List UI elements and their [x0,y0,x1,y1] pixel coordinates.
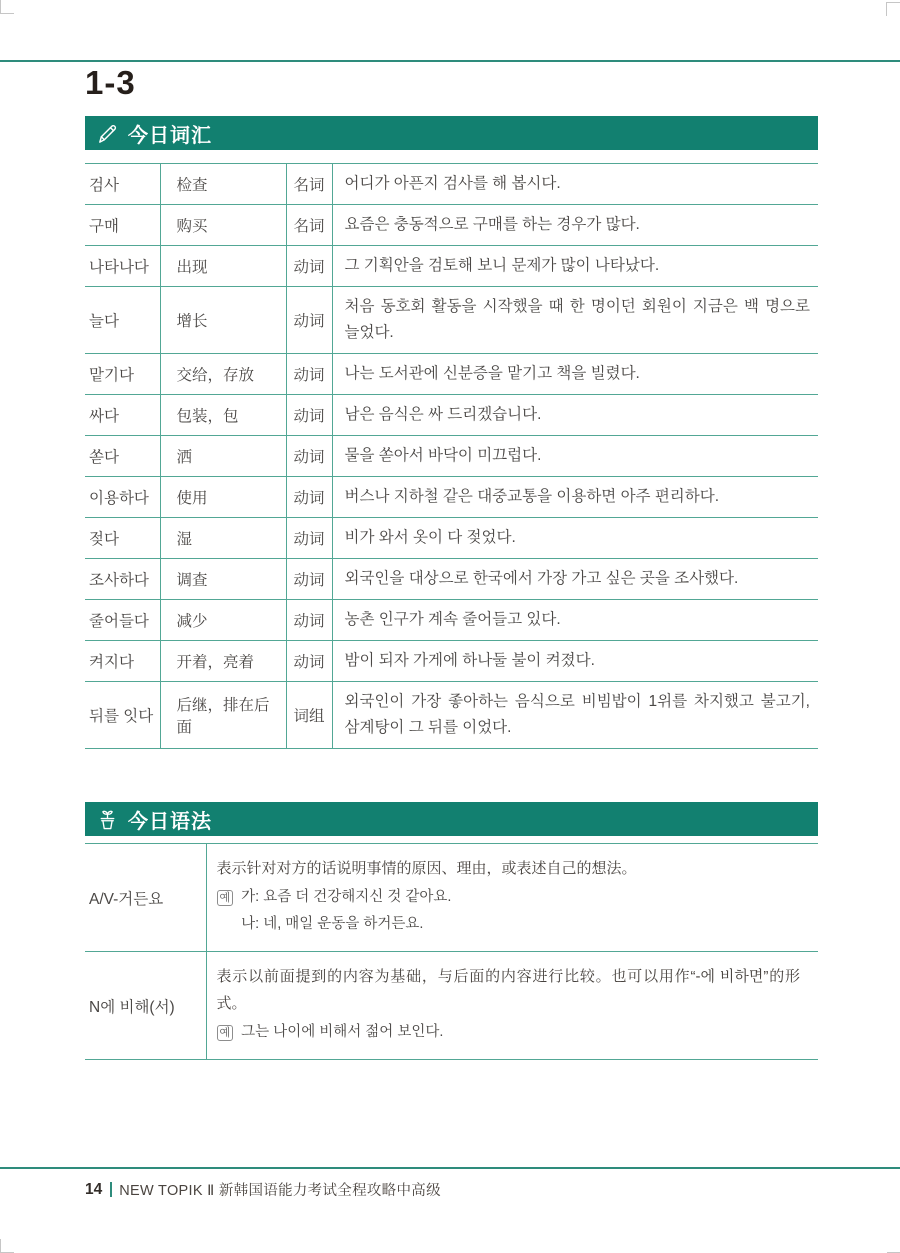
vocab-table-row [85,641,818,682]
grammar-table-row [85,844,818,952]
crop-mark-top-left [0,0,14,14]
vocab-section-header [85,116,818,150]
example-sentence: 밤이 되자 가게에 하나둘 불이 켜졌다. [344,652,595,669]
example-text: 가: 요즘 더 건강해지신 것 같아요. [241,889,452,905]
grammar-content [206,952,818,1060]
vocab-table-row [85,682,818,749]
chinese-translation: 湿 [160,518,286,559]
chinese-translation: 后继，排在后面 [160,682,286,749]
example-text: 그는 나이에 비해서 젊어 보인다. [241,1024,444,1040]
chinese-translation: 检查 [160,164,286,205]
vocab-table-row [85,395,818,436]
grammar-section-title: 今日语法 [128,810,212,833]
chinese-translation: 使用 [160,477,286,518]
example-sentence: 외국인이 가장 좋아하는 음식으로 비빔밥이 1위를 차지했고 불고기, 삼계탕이 그 뒤를 이었다. [344,693,810,736]
part-of-speech: 动词 [286,395,332,436]
grammar-pattern: N에 비해(서) [89,998,175,1016]
korean-word: 이용하다 [89,490,149,507]
example-sentence: 남은 음식은 싸 드리겠습니다. [344,406,542,423]
korean-word: 켜지다 [89,654,134,671]
vocab-table-row [85,164,818,205]
example-sentence: 물을 쏟아서 바닥이 미끄럽다. [344,447,542,464]
potted-plant-icon [95,807,119,831]
section-number: 1-3 [85,64,136,101]
part-of-speech: 词组 [286,682,332,749]
example-sentence: 그 기획안을 검토해 보니 문제가 많이 나타났다. [344,257,660,274]
korean-word: 뒤를 잇다 [89,708,154,725]
example-sentence: 버스나 지하철 같은 대중교통을 이용하면 아주 편리하다. [344,488,720,505]
part-of-speech: 动词 [286,518,332,559]
top-divider-rule [0,60,900,62]
example-badge: 예 [217,890,234,906]
vocab-table-body [85,164,818,749]
chinese-translation: 交给，存放 [160,354,286,395]
crop-mark-top-right [886,2,900,16]
part-of-speech: 名词 [286,164,332,205]
grammar-example-line [217,1019,801,1046]
crop-mark-bottom-right [887,1239,900,1253]
example-text: 나: 네, 매일 운동을 하거든요. [241,916,424,932]
crop-mark-bottom-left [0,1239,14,1253]
part-of-speech: 动词 [286,287,332,354]
grammar-description: 表示以前面提到的内容为基础，与后面的内容进行比较。也可以用作“-에 비하면”的形式。 [216,968,800,1012]
example-sentence: 어디가 아픈지 검사를 해 봅시다. [344,175,561,192]
vocab-table-row [85,559,818,600]
korean-word: 줄어들다 [89,613,149,630]
part-of-speech: 名词 [286,205,332,246]
example-badge: 예 [217,1025,234,1041]
korean-word: 맡기다 [89,367,134,384]
chinese-translation: 出现 [160,246,286,287]
chinese-translation: 调查 [160,559,286,600]
chinese-translation: 减少 [160,600,286,641]
grammar-table [85,843,818,1060]
korean-word: 검사 [89,177,119,194]
chinese-translation: 洒 [160,436,286,477]
vocab-table-row [85,477,818,518]
grammar-table-body [85,844,818,1060]
book-title: NEW TOPIK Ⅱ 新韩国语能力考试全程攻略中高级 [119,1183,441,1199]
chinese-translation: 购买 [160,205,286,246]
vocab-table-row [85,205,818,246]
pencil-icon [95,121,119,145]
part-of-speech: 动词 [286,641,332,682]
grammar-examples [217,1019,801,1046]
part-of-speech: 动词 [286,600,332,641]
grammar-description: 表示针对对方的话说明事情的原因、理由，或表述自己的想法。 [216,860,637,877]
part-of-speech: 动词 [286,559,332,600]
grammar-example-line [217,911,801,938]
example-sentence: 비가 와서 옷이 다 젖었다. [344,529,516,546]
korean-word: 나타나다 [89,259,149,276]
chinese-translation: 开着，亮着 [160,641,286,682]
vocab-table-row [85,600,818,641]
chinese-translation: 包装，包 [160,395,286,436]
vocab-table-row [85,436,818,477]
example-sentence: 요즘은 충동적으로 구매를 하는 경우가 많다. [344,216,640,233]
page-number: 14 [85,1180,103,1198]
part-of-speech: 动词 [286,246,332,287]
footer-divider-rule [0,1167,900,1169]
footer-separator [110,1182,112,1197]
grammar-section-header [85,802,818,836]
vocab-table-row [85,518,818,559]
vocab-section-title: 今日词汇 [128,124,212,147]
vocab-table-row [85,246,818,287]
example-sentence: 처음 동호회 활동을 시작했을 때 한 명이던 회원이 지금은 백 명으로 늘었다. [344,298,810,341]
korean-word: 젖다 [89,531,119,548]
part-of-speech: 动词 [286,477,332,518]
korean-word: 쏟다 [89,449,119,466]
vocab-table-row [85,287,818,354]
vocab-table-row [85,354,818,395]
part-of-speech: 动词 [286,354,332,395]
example-sentence: 나는 도서관에 신분증을 맡기고 책을 빌렸다. [344,365,640,382]
example-sentence: 외국인을 대상으로 한국에서 가장 가고 싶은 곳을 조사했다. [344,570,739,587]
example-sentence: 농촌 인구가 계속 줄어들고 있다. [344,611,561,628]
grammar-content [206,844,818,952]
grammar-examples [217,884,801,938]
page-footer [85,1179,441,1200]
korean-word: 늘다 [89,313,119,330]
grammar-example-line [217,884,801,911]
grammar-table-row [85,952,818,1060]
grammar-pattern: A/V-거든요 [89,890,164,908]
chinese-translation: 增长 [160,287,286,354]
korean-word: 구매 [89,218,119,235]
vocab-table [85,163,818,749]
part-of-speech: 动词 [286,436,332,477]
korean-word: 싸다 [89,408,119,425]
korean-word: 조사하다 [89,572,149,589]
